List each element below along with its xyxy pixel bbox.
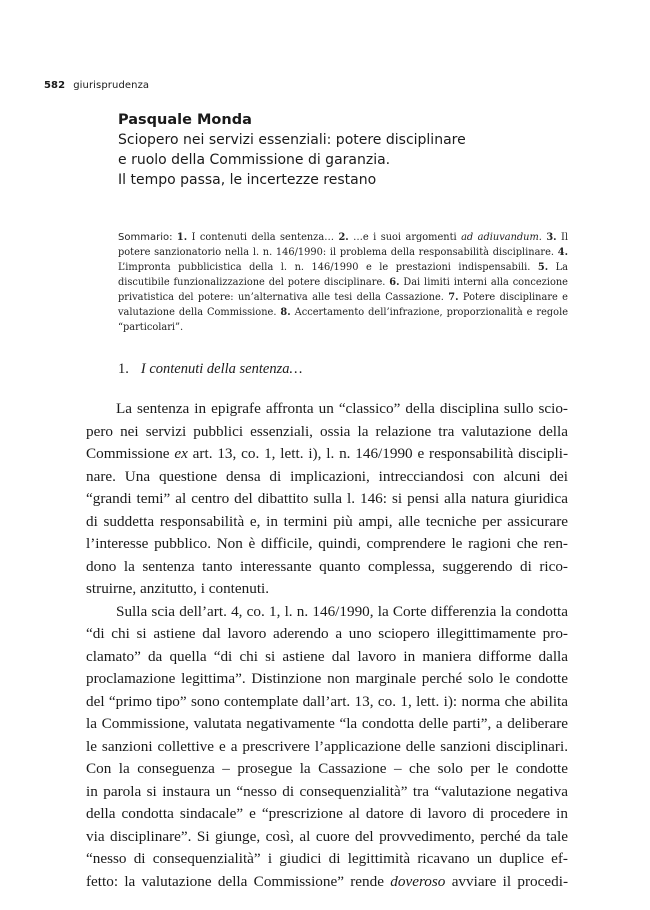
body-line: “grandi temi” al centro del dibattito sulla l. 146: si pensi alla natura giuridica [86,490,568,507]
body-line-italic: ex [174,445,188,462]
body-line-italic: doveroso [390,872,446,890]
body-line: in parola si instaura un “nesso di consequenzialità” tra “valutazione negativa [86,782,568,800]
summary-item-number: 8. [280,307,291,318]
summary-item-text: L’impronta pubblicistica della l. n. 146/1990 e le prestazioni indispensabili. [118,262,531,273]
article-title-line: Sciopero nei servizi essenziali: potere disciplinare [118,132,466,148]
summary-item-text: Accertamento dell’infrazione, proporzionalità e regole “particolari”. [118,307,568,333]
article-title-line: e ruolo della Commissione di garanzia. [118,152,391,168]
summary-item-text: I contenuti della sentenza… [191,232,334,243]
summary-item-text: …e i suoi argomenti [353,232,457,243]
body-line: dono la sentenza tanto interessante quanto complessa, suggerendo di rico- [86,557,568,575]
summary-item-number: 1. [176,232,188,243]
body-text [86,398,568,893]
page-number: 582 [44,80,66,91]
body-line: clamato” da quella “di chi si astiene dal lavoro in maniera difforme dalla [86,647,568,665]
body-line: Con la conseguenza – prosegue la Cassazione – che solo per le condotte [86,760,568,777]
summary-label: Sommario: [118,232,173,243]
body-line: “di chi si astiene dal lavoro aderendo a uno sciopero illegittimamente pro- [86,625,568,642]
summary-item-number: 7. [448,292,459,303]
body-line [86,871,568,894]
body-line: pero nei servizi pubblici essenziali, ossia la relazione tra valutazione della [86,422,568,440]
body-line: la Commissione, valutata negativamente “la condotta delle parti”, a deliberare [86,715,568,732]
author-name: Pasquale Monda [118,112,252,128]
body-line [86,443,568,466]
summary-item-italic: ad adiuvandum [461,232,539,243]
summary-item-number: 6. [389,277,400,288]
section-name: giurisprudenza [73,80,150,91]
body-line: Sulla scia dell’art. 4, co. 1, l. n. 146/1990, la Corte differenzia la condotta [116,602,568,620]
body-line: di suddetta responsabilità e, in termini più ampi, alle tecniche per assicurare [86,512,568,530]
running-head [44,80,149,91]
summary-item-text: Potere disciplinare e valutazione della Commissione. [118,292,568,318]
body-line: le sanzioni collettive e a prescrivere l’applicazione delle sanzioni disciplinari. [86,737,568,755]
summary-item-text: Il potere sanzionatorio nella l. n. 146/1990: il problema della responsabilità disciplinare. [118,232,568,258]
article-header [118,110,578,190]
body-line-segment: fetto: la valutazione della Commissione” rende [86,872,391,890]
section-number: 1. [118,361,129,377]
section-title: I contenuti della sentenza… [140,361,303,377]
summary-item-number: 4. [557,247,568,258]
body-line: della condotta sindacale” e “prescrizione al datore di lavoro di procedere in [86,805,568,822]
body-line: “nesso di consequenzialità” i giudici di legittimità ricavano un duplice ef- [86,850,568,867]
body-line: nare. Una questione densa di implicazioni, intrecciandosi con alcuni dei [86,467,568,485]
body-line: via disciplinare”. Si giunge, così, al cuore del provvedimento, perché da tale [86,827,568,845]
summary-item-text: Dai limiti interni alla concezione privatistica del potere: un’alternativa alle tesi della Cassazione. [118,277,568,303]
summary-item-number: 2. [338,232,349,243]
body-line: proclamazione legittima”. Distinzione non marginale perché solo le condotte [86,670,568,687]
summary-block [118,230,568,335]
summary-item-text: La discutibile funzionalizzazione del potere disciplinare. [118,262,568,288]
body-line-segment: avviare il procedi- [445,872,568,890]
body-line-segment: Commissione [86,445,175,462]
body-line: del “primo tipo” sono contemplate dall’art. 13, co. 1, lett. i): norma che abilita [86,692,568,710]
summary-item-number: 3. [546,232,557,243]
article-title-line: Il tempo passa, le incertezze restano [118,172,377,188]
summary-item-number: 5. [537,262,549,273]
body-line: La sentenza in epigrafe affronta un “classico” della disciplina sullo scio- [116,400,568,417]
summary-item-punct: . [538,232,542,243]
body-line: struirne, anzitutto, i contenuti. [86,580,270,597]
body-line-segment: art. 13, co. 1, lett. i), l. n. 146/1990 e responsabilità discipli- [187,445,568,462]
body-line: l’interesse pubblico. Non è difficile, quindi, comprendere le ragioni che ren- [86,535,568,552]
section-heading [118,360,302,378]
